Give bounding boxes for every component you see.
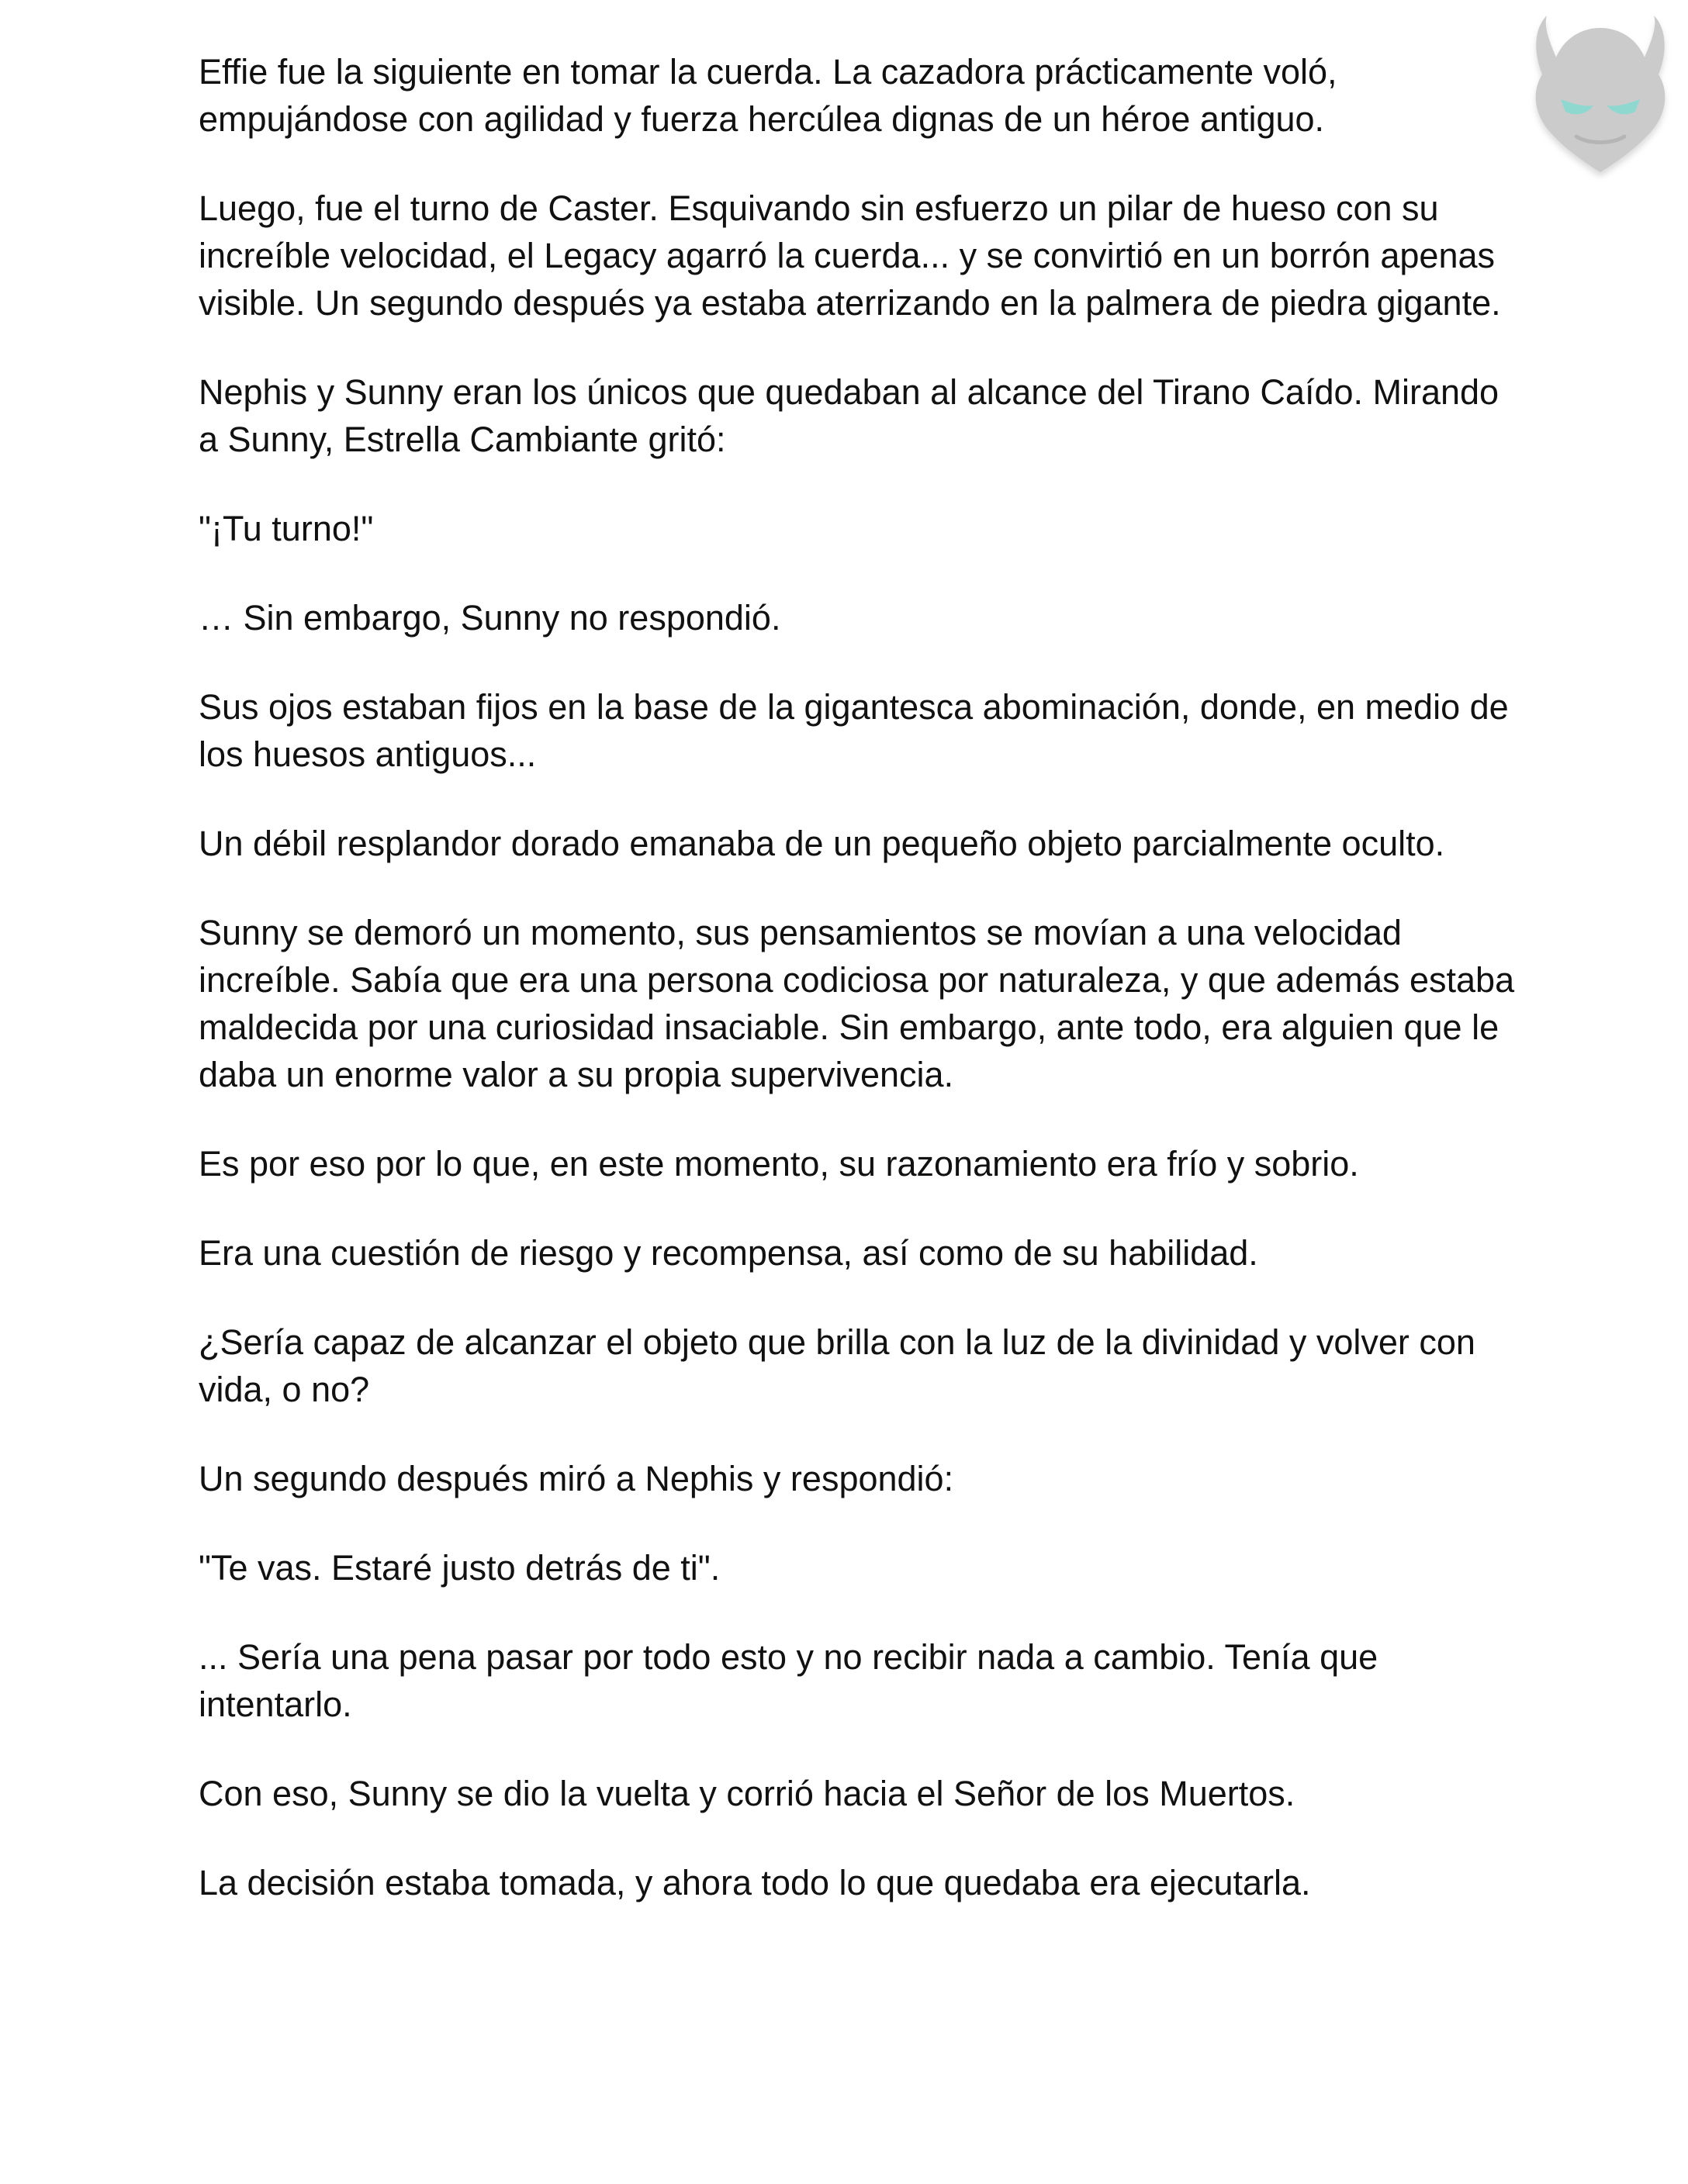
horned-demon-head-icon bbox=[1527, 12, 1674, 191]
paragraph: Un segundo después miró a Nephis y respondió: bbox=[199, 1459, 954, 1498]
paragraph: Era una cuestión de riesgo y recompensa, así como de su habilidad. bbox=[199, 1233, 1258, 1273]
paragraph: ... Sería una pena pasar por todo esto y no recibir nada a cambio. Tenía que intentarlo. bbox=[199, 1637, 1378, 1724]
paragraph: "Te vas. Estaré justo detrás de ti". bbox=[199, 1548, 721, 1588]
paragraph: Sus ojos estaban fijos en la base de la gigantesca abominación, donde, en medio de los huesos antiguos... bbox=[199, 687, 1509, 774]
paragraph: Effie fue la siguiente en tomar la cuerda. La cazadora prácticamente voló, empujándose con agilidad y fuerza hercúlea dignas de un héroe antiguo. bbox=[199, 52, 1337, 139]
paragraph: Es por eso por lo que, en este momento, su razonamiento era frío y sobrio. bbox=[199, 1144, 1359, 1184]
paragraph: "¡Tu turno!" bbox=[199, 509, 374, 548]
paragraph: Luego, fue el turno de Caster. Esquivando sin esfuerzo un pilar de hueso con su increíble velocidad, el Legacy agarró la cuerda... y se convirtió en un borrón apenas visible. Un segundo después ya estaba aterrizando en la palmera de piedra gigante. bbox=[199, 188, 1501, 323]
paragraph: Un débil resplandor dorado emanaba de un pequeño objeto parcialmente oculto. bbox=[199, 824, 1445, 863]
paragraph: La decisión estaba tomada, y ahora todo lo que quedaba era ejecutarla. bbox=[199, 1863, 1311, 1902]
paragraph: Con eso, Sunny se dio la vuelta y corrió hacia el Señor de los Muertos. bbox=[199, 1774, 1295, 1813]
logo-head-shape bbox=[1536, 16, 1666, 172]
paragraph: Nephis y Sunny eran los únicos que quedaban al alcance del Tirano Caído. Mirando a Sunny, Estrella Cambiante gritó: bbox=[199, 372, 1499, 459]
paragraph: Sunny se demoró un momento, sus pensamientos se movían a una velocidad increíble. Sabía que era una persona codiciosa por naturaleza, y que además estaba maldecida por una curiosidad insaciable. Sin embargo, ante todo, era alguien que le daba un enorme valor a su propia supervivencia. bbox=[199, 913, 1515, 1094]
paragraph: ¿Sería capaz de alcanzar el objeto que brilla con la luz de la divinidad y volver con vida, o no? bbox=[199, 1322, 1475, 1409]
document-body bbox=[199, 48, 1517, 1948]
paragraph: … Sin embargo, Sunny no respondió. bbox=[199, 598, 781, 638]
